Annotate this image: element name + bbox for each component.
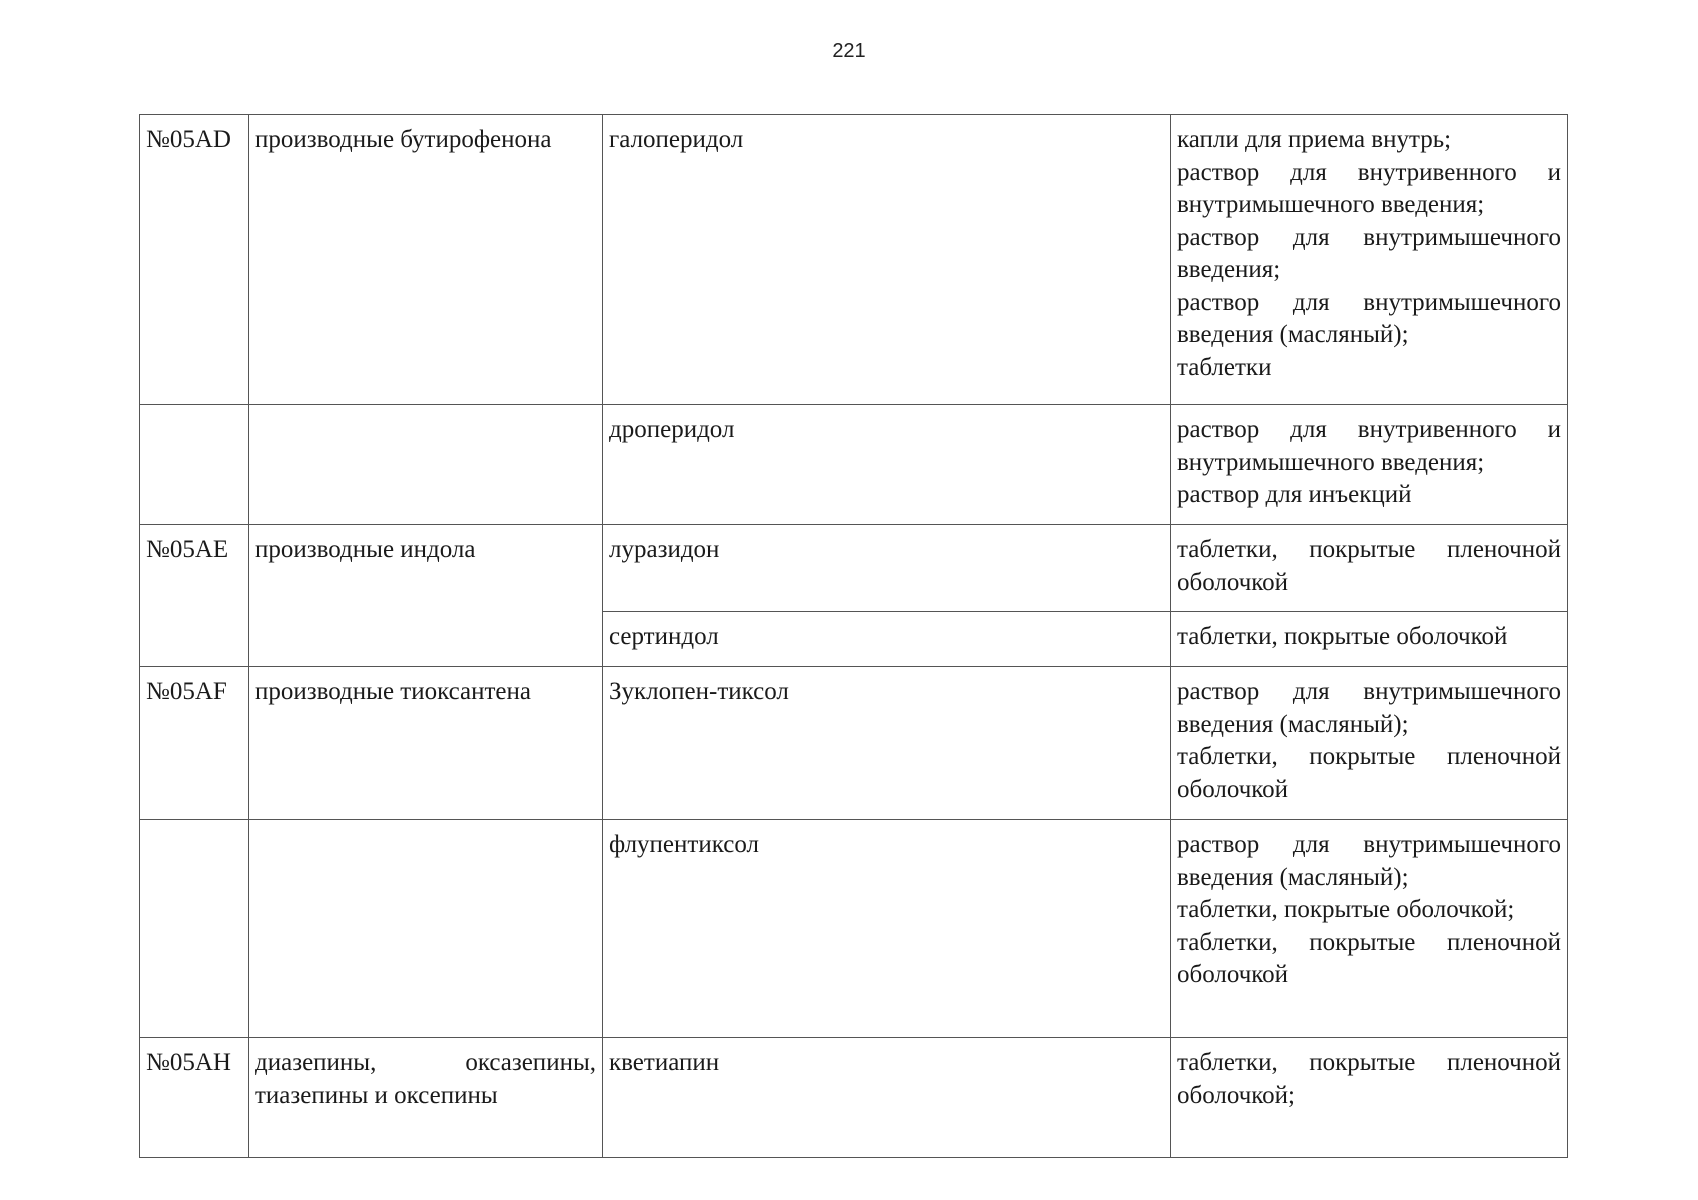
dosage-form-item: таблетки, покрытые оболочкой — [1177, 623, 1508, 650]
dosage-form-item: капли для приема внутрь; — [1177, 126, 1452, 153]
group-cell: производные бутирофенона — [249, 115, 603, 405]
dosage-form-item: таблетки, покрытые пленочной оболочкой — [1177, 928, 1561, 988]
dosage-form-cell — [1171, 667, 1568, 820]
dosage-form-cell — [1171, 612, 1568, 667]
drug-name-cell: луразидон — [603, 525, 1171, 612]
table-row — [140, 667, 1568, 820]
drug-table — [139, 114, 1568, 1158]
dosage-form-item: раствор для внутривенного и внутримышечного введения; — [1177, 416, 1561, 476]
atc-code-cell: №05AD — [140, 115, 249, 405]
dosage-form-cell — [1171, 1038, 1568, 1158]
group-cell: производные тиоксантена — [249, 667, 603, 820]
table-row — [140, 405, 1568, 525]
dosage-form-cell — [1171, 115, 1568, 405]
dosage-form-item: таблетки — [1177, 353, 1272, 381]
atc-code-cell: №05AF — [140, 667, 249, 820]
group-cell — [249, 405, 603, 525]
drug-name-cell: кветиапин — [603, 1038, 1171, 1158]
dosage-form-item: таблетки, покрытые пленочной оболочкой — [1177, 743, 1561, 803]
table-row — [140, 1038, 1568, 1158]
dosage-form-item: раствор для инъекций — [1177, 481, 1412, 508]
dosage-form-item: раствор для внутримышечного введения; — [1177, 223, 1561, 283]
drug-name-cell: сертиндол — [603, 612, 1171, 667]
page-number: 221 — [832, 40, 866, 62]
dosage-form-item: таблетки, покрытые пленочной оболочкой — [1177, 536, 1561, 596]
dosage-form-cell — [1171, 525, 1568, 612]
atc-code-cell: №05AH — [140, 1038, 249, 1158]
dosage-form-cell — [1171, 820, 1568, 1038]
dosage-form-item: раствор для внутривенного и внутримышечного введения; — [1177, 158, 1561, 218]
dosage-form-item: раствор для внутримышечного введения (масляный); — [1177, 831, 1561, 891]
dosage-form-cell — [1171, 405, 1568, 525]
drug-name-cell: флупентиксол — [603, 820, 1171, 1038]
atc-code-cell — [140, 405, 249, 525]
group-cell — [249, 820, 603, 1038]
drug-name-cell: дроперидол — [603, 405, 1171, 525]
group-cell: производные индола — [249, 525, 603, 667]
group-cell: диазепины, оксазепины, тиазепины и оксепины — [249, 1038, 603, 1158]
dosage-form-item: раствор для внутримышечного введения (масляный); — [1177, 678, 1561, 738]
table-row — [140, 820, 1568, 1038]
table-row — [140, 115, 1568, 405]
drug-name-cell: галоперидол — [603, 115, 1171, 405]
dosage-form-item: раствор для внутримышечного введения (масляный); — [1177, 288, 1561, 348]
atc-code-cell — [140, 820, 249, 1038]
dosage-form-item: таблетки, покрытые оболочкой; — [1177, 896, 1515, 923]
drug-name-cell: Зуклопен-тиксол — [603, 667, 1171, 820]
table-row — [140, 525, 1568, 612]
dosage-form-item: таблетки, покрытые пленочной оболочкой; — [1177, 1049, 1561, 1109]
atc-code-cell: №05AE — [140, 525, 249, 667]
